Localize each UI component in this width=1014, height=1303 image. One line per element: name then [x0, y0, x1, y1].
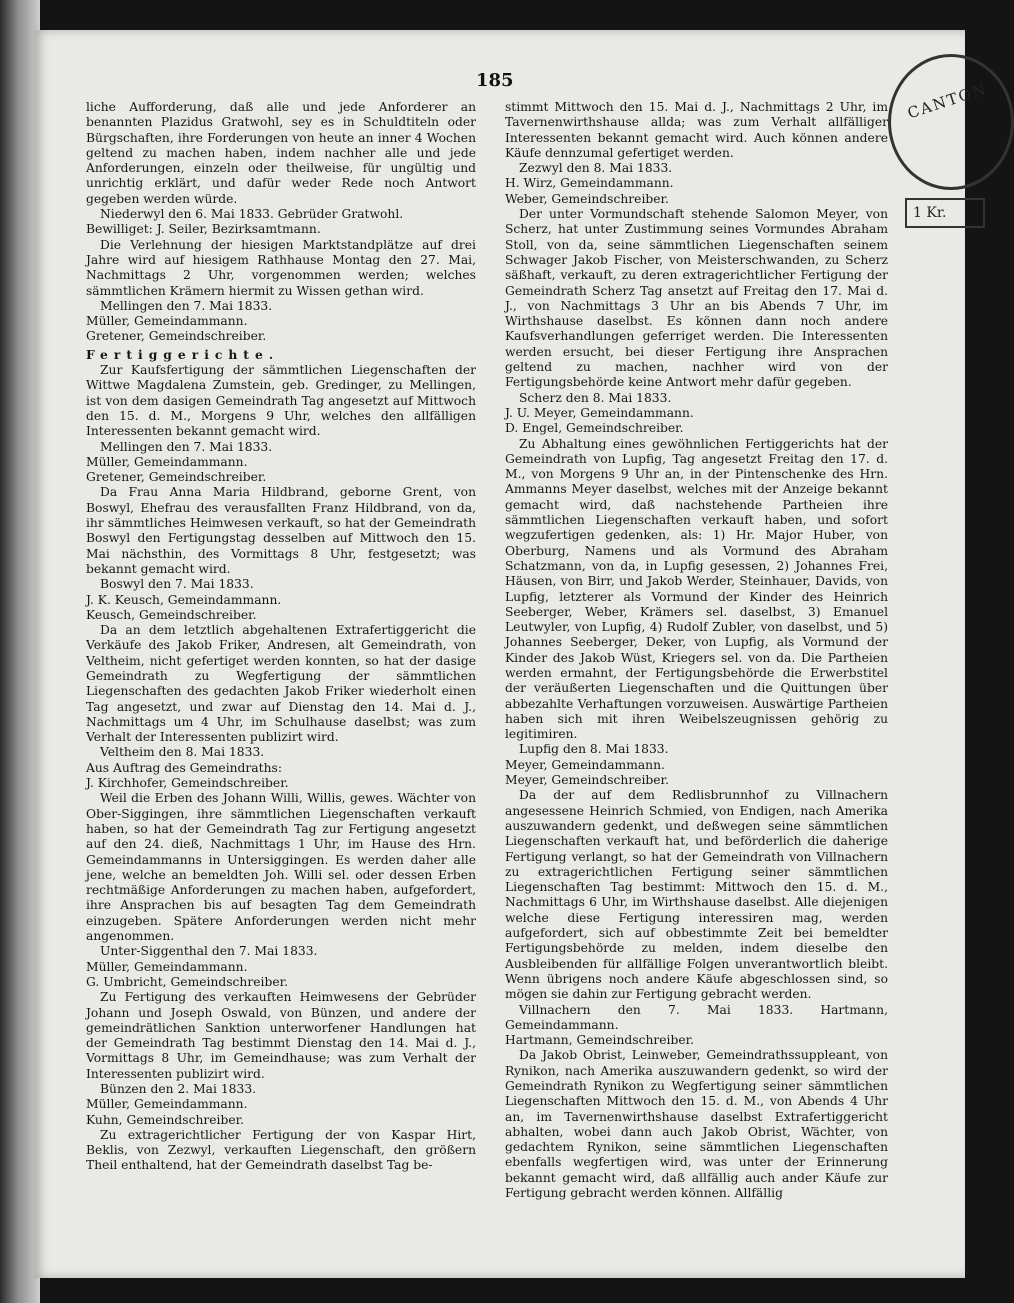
signature-line: D. Engel, Gemeindschreiber. — [505, 421, 684, 436]
text-paragraph: Weil die Erben des Johann Willi, Willis, gewes. Wächter von Ober-Siggingen, ihre sämmtlichen Liegenschaften verkauft haben, so hat der Gemeindrath Tag zur Fertigung angesetzt auf den 24. dieß, Nachmittags 1 Uhr, im Hause des Hrn. Gemeindammanns in Untersiggingen. Es werden daher alle jene, welche an bemeldten Joh. Willi sel. oder dessen Erben rechtmäßige Anforderungen zu machen haben, aufgefordert, ihre Ansprachen bis auf besagten Tag dem Gemeindrath einzugeben. Spätere Anforderungen werden nicht mehr angenommen. — [86, 791, 476, 944]
signature-line: Meyer, Gemeindschreiber. — [505, 773, 669, 788]
text-paragraph: Veltheim den 8. Mai 1833. — [100, 745, 265, 760]
signature-line: Gretener, Gemeindschreiber. — [86, 470, 267, 485]
signature-line: J. U. Meyer, Gemeindammann. — [505, 405, 694, 420]
text-paragraph: Da an dem letztlich abgehaltenen Extrafertiggericht die Verkäufe des Jakob Friker, Andresen, alt Gemeindrath, von Veltheim, nicht gefertiget werden konnten, so hat der dasige Gemeindrath zu Wegfertigung der sämmtlichen Liegenschaften des gedachten Jakob Friker wiederholt einen Tag angesetzt, und zwar auf Dienstag den 14. Mai d. J., Nachmittags um 4 Uhr, im Schulhause daselbst; was zum Verhalt der Interessenten publizirt wird. — [86, 623, 476, 745]
text-paragraph: Zu extragerichtlicher Fertigung der von Kaspar Hirt, Beklis, von Zezwyl, verkauften Liegenschaft, den größern Theil enthaltend, hat der Gemeindrath daselbst Tag be- — [86, 1127, 476, 1173]
right-column — [505, 100, 888, 1201]
text-paragraph: Villnachern den 7. Mai 1833. Hartmann, Gemeindammann. — [505, 1002, 888, 1032]
text-paragraph: Bünzen den 2. Mai 1833. — [100, 1082, 257, 1096]
text-paragraph: Zezwyl den 8. Mai 1833. — [519, 161, 673, 176]
stamp-ring — [888, 54, 1014, 190]
text-paragraph: Niederwyl den 6. Mai 1833. Gebrüder Gratwohl. — [100, 207, 404, 222]
text-paragraph: Zu Fertigung des verkauften Heimwesens der Gebrüder Johann und Joseph Oswald, von Bünzen, und andere der gemeindrätlichen Sanktion unterworfener Handlungen hat der Gemeindrath Tag bestimmt Dienstag den 14. Mai d. J., Vormittags 8 Uhr, im Gemeindhause; was zum Verhalt der Interessenten publizirt wird. — [86, 990, 476, 1081]
signature-line: Meyer, Gemeindammann. — [505, 757, 665, 772]
section-heading: Fertiggerichte. — [86, 346, 280, 362]
text-paragraph: Der unter Vormundschaft stehende Salomon Meyer, von Scherz, hat unter Zustimmung seines Vormundes Abraham Stoll, von da, seine sämmtlichen Liegenschaften seinem Schwager Jakob Fischer, von Meisterschwanden, zu Scherz säßhaft, verkauft, zu deren extragerichtlicher Fertigung der Gemeindrath Scherz Tag ansetzt auf Freitag den 17. Mai d. J., von Nachmittags 3 Uhr an bis Abends 7 Uhr, im Wirthshause daselbst. Es können dann noch andere Kaufsverhandlungen geferriget werden. Die Interessenten werden ersucht, bei dieser Fertigung ihre Ansprachen geltend zu machen, nachher wird von der Fertigungsbehörde keine Antwort mehr dafür gegeben. — [505, 207, 888, 390]
signature-line: H. Wirz, Gemeindammann. — [505, 176, 674, 191]
text-paragraph: Bewilliget: J. Seiler, Bezirksamtmann. — [86, 222, 321, 237]
text-paragraph: Mellingen den 7. Mai 1833. — [100, 298, 273, 313]
text-paragraph: Da Jakob Obrist, Leinweber, Gemeindrathssuppleant, von Rynikon, nach Amerika auszuwandern gedenkt, so wird der Gemeindrath Rynikon zu Wegfertigung seiner sämmtlichen Liegenschaften Mittwoch den 15. d. M., von Abends 4 Uhr an, im Tavernenwirthshause daselbst Extrafertiggericht abhalten, wobei dann auch Jakob Obrist, Wächter, von gedachtem Rynikon, seine sämmtlichen Liegenschaften ebenfalls wegfertigen wird, was unter der Erinnerung bekannt gemacht wird, daß allfällig auch ander Käufe zur Fertigung gebracht werden können. Allfällig — [505, 1048, 888, 1201]
text-paragraph: Zur Kaufsfertigung der sämmtlichen Liegenschaften der Wittwe Magdalena Zumstein, geb. Gredinger, zu Mellingen, ist von dem dasigen Gemeindrath Tag angesetzt auf Mittwoch den 15. d. M., Morgens 9 Uhr, welches den allfälligen Interessenten bekannt gemacht wird. — [86, 363, 476, 439]
text-paragraph: Die Verlehnung der hiesigen Marktstandplätze auf drei Jahre wird auf hiesigem Rathhause Montag den 27. Mai, Nachmittags 2 Uhr, vorgenommen werden; welches sämmtlichen Krämern hiermit zu Wissen gethan wird. — [86, 237, 476, 298]
text-paragraph: liche Aufforderung, daß alle und jede Anforderer an benannten Plazidus Gratwohl, sey es in Schuldtiteln oder Bürgschaften, ihre Forderungen von heute an inner 4 Wochen geltend zu machen haben, indem nachher alle und jede Anforderungen, einzeln oder theilweise, für ungültig und unrichtig erklärt, und dafür weder Rede noch Antwort gegeben werden würde. — [86, 100, 476, 206]
signature-line: Keusch, Gemeindschreiber. — [86, 607, 257, 622]
page-number: 185 — [476, 70, 514, 91]
signature-line: G. Umbricht, Gemeindschreiber. — [86, 974, 289, 989]
text-paragraph: Mellingen den 7. Mai 1833. — [100, 439, 273, 454]
signature-line: Weber, Gemeindschreiber. — [505, 191, 669, 206]
text-paragraph: Zu Abhaltung eines gewöhnlichen Fertiggerichts hat der Gemeindrath von Lupfig, Tag angesetzt Freitag den 17. d. M., von Morgens 9 Uhr an, in der Pintenschenke des Hrn. Ammanns Meyer daselbst, welches mit der Anzeige bekannt gemacht wird, daß nachstehende Partheien ihre sämmtlichen Liegenschaften verkauft haben, und sofort wegzufertigen gedenken, als: 1) Hr. Major Huber, von Oberburg, Namens und als Vormund des Abraham Schatzmann, von da, in Lupfig gesessen, 2) Johannes Frei, Häusen, von Birr, und Jakob Werder, Steinhauer, Davids, von Lupfig, letzterer als Vormund der Kinder des Heinrich Seeberger, Weber, Krämers sel. daselbst, 3) Emanuel Leutwyler, von Lupfig, 4) Rudolf Zubler, von daselbst, und 5) Johannes Seeberger, Deker, von Lupfig, als Vormund der Kinder des Jakob Wüst, Kriegers sel. von da. Die Partheien werden ermahnt, der Fertigungsbehörde die Erwerbstitel der veräußerten Liegenschaften und die Quittungen über abbezahlte Verhaftungen vorzuweisen. Auswärtige Partheien haben sich mit ihren Weibelszeugnissen gehörig zu legitimiren. — [505, 436, 888, 742]
signature-line: Kuhn, Gemeindschreiber. — [86, 1112, 245, 1127]
signature-line: Gretener, Gemeindschreiber. — [86, 329, 267, 344]
left-column — [86, 100, 476, 1174]
signature-line: Müller, Gemeindammann. — [86, 959, 248, 974]
text-paragraph: Boswyl den 7. Mai 1833. — [100, 577, 254, 592]
signature-line: Müller, Gemeindammann. — [86, 314, 248, 329]
signature-line: J. K. Keusch, Gemeindammann. — [86, 592, 282, 607]
tax-stamp — [880, 34, 990, 234]
signature-line: Aus Auftrag des Gemeindraths: — [86, 760, 282, 775]
text-paragraph: Scherz den 8. Mai 1833. — [519, 390, 672, 405]
text-paragraph: stimmt Mittwoch den 15. Mai d. J., Nachmittags 2 Uhr, im Tavernenwirthshause allda; was zum Verhalt allfälliger Interessenten bekannt gemacht wird. Auch können andere Käufe dennzumal gefertiget werden. — [505, 100, 888, 160]
stamp-value: 1 Kr. — [905, 198, 985, 228]
text-paragraph: Lupfig den 8. Mai 1833. — [519, 742, 669, 757]
stamp-ring-text: CANTON — [905, 79, 990, 123]
text-paragraph: Unter-Siggenthal den 7. Mai 1833. — [100, 944, 318, 959]
signature-line: J. Kirchhofer, Gemeindschreiber. — [86, 776, 289, 791]
signature-line: Müller, Gemeindammann. — [86, 1097, 248, 1112]
text-paragraph: Da Frau Anna Maria Hildbrand, geborne Grent, von Boswyl, Ehefrau des verausfallten Franz Hildbrand, von da, ihr sämmtliches Heimwesen verkauft, so hat der Gemeindrath Boswyl den Fertigungstag desselben auf Mittwoch den 15. Mai nächsthin, des Vormittags 8 Uhr, festgesetzt; was bekannt gemacht wird. — [86, 485, 476, 576]
signature-line: Hartmann, Gemeindschreiber. — [505, 1033, 695, 1048]
text-paragraph: Da der auf dem Redlisbrunnhof zu Villnachern angesessene Heinrich Schmied, von Endigen, nach Amerika auszuwandern gedenkt, und deßwegen seine sämmtlichen Liegenschaften verkauft hat, und beförderlich die daherige Fertigung verlangt, so hat der Gemeindrath von Villnachern zu extragerichtlichen Fertigung seiner sämmtlichen Liegenschaften Tag bestimmt: Mittwoch den 15. d. M., Nachmittags 6 Uhr, im Wirthshause daselbst. Alle diejenigen welche diese Fertigung interessiren mag, werden aufgefordert, sich auf obbestimmte Zeit bei bemeldter Fertigungsbehörde zu melden, indem dieselbe den Ausbleibenden für allfällige Folgen unverantwortlich bleibt. Wenn übrigens noch andere Käufe abgeschlossen sind, so mögen sie dahin zur Fertigung gebracht werden. — [505, 788, 888, 1002]
signature-line: Müller, Gemeindammann. — [86, 454, 248, 469]
